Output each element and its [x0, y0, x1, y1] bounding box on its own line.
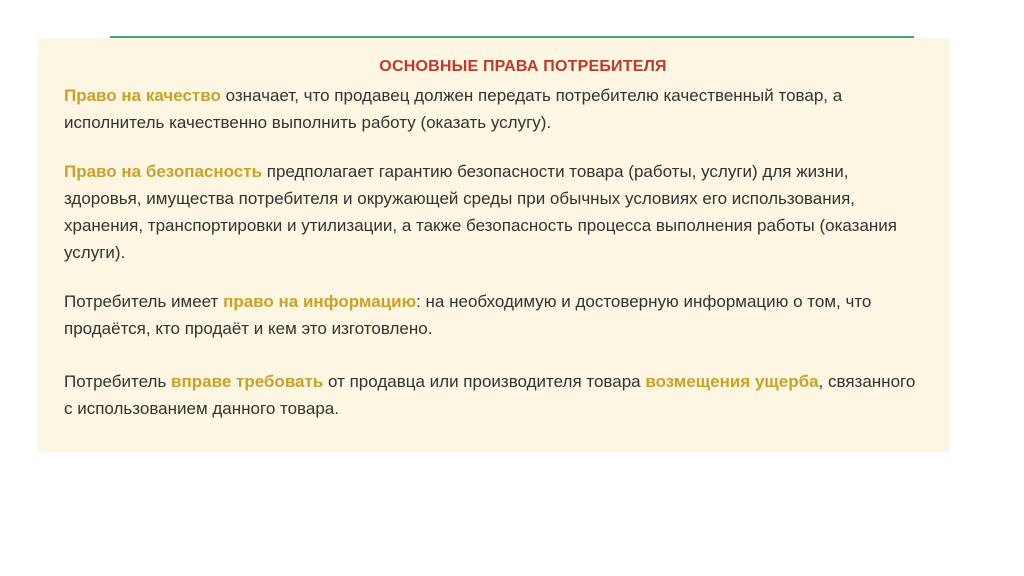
term-safety: Право на безопасность — [64, 162, 263, 181]
term-compensation: возмещения ущерба — [645, 372, 819, 391]
paragraph-quality — [64, 82, 924, 136]
slide-title: ОСНОВНЫЕ ПРАВА ПОТРЕБИТЕЛЯ — [379, 58, 667, 75]
middle-compensation: от продавца или производителя товара — [323, 372, 646, 391]
text-safety: предполагает гарантию безопасности товара (работы, услуги) для жизни, здоровья, имущества потребителя и окружающей среды при обычных условиях его использования, хранения, транспортировки и утилизации, а также безопасность процесса выполнения работы (оказания услуги). — [64, 162, 897, 262]
term-information: право на информацию — [223, 292, 417, 311]
paragraph-compensation — [64, 368, 924, 422]
prefix-information: Потребитель имеет — [64, 292, 224, 311]
paragraph-safety — [64, 158, 924, 266]
term-quality: Право на качество — [64, 86, 221, 105]
term-demand: вправе требовать — [171, 372, 324, 391]
prefix-compensation: Потребитель — [64, 372, 172, 391]
content-panel — [38, 38, 950, 452]
text-information: : на необходимую и достоверную информацию о том, что продаётся, кто продаёт и кем это изготовлено. — [64, 292, 872, 338]
paragraph-information — [64, 288, 924, 342]
text-quality: означает, что продавец должен передать потребителю качественный товар, а исполнитель качественно выполнить работу (оказать услугу). — [64, 86, 843, 132]
text-compensation: , связанного с использованием данного товара. — [64, 372, 916, 418]
